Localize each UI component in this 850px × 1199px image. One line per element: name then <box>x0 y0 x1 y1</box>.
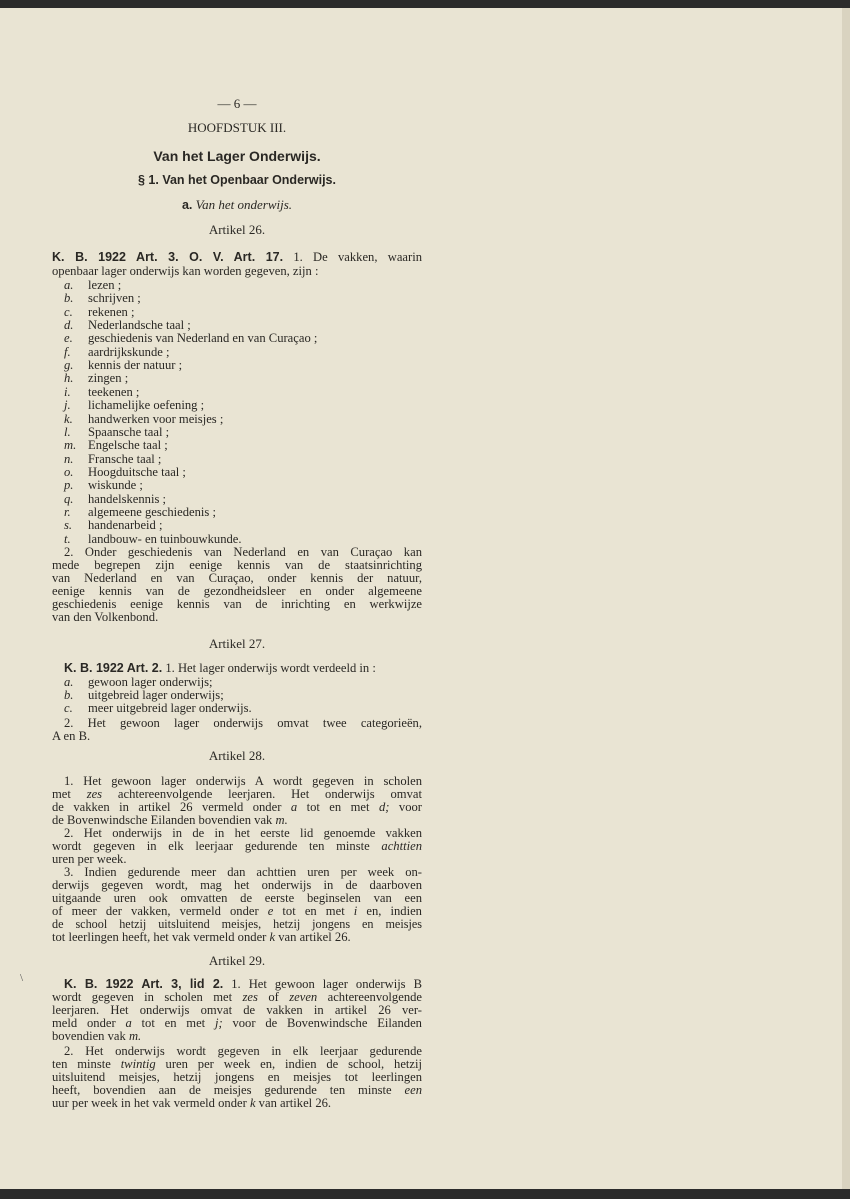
article-26-list-item-text: lichamelijke oefening ; <box>88 398 205 413</box>
article-26-list-item <box>64 386 139 399</box>
article-26-list-item-text: Spaansche taal ; <box>88 424 170 439</box>
article-26-list-item-text: Hoogduitsche taal ; <box>88 464 186 479</box>
article-26-list-item-key: p. <box>64 478 74 493</box>
article-26-list-item-key: t. <box>64 531 71 546</box>
subsection-title: Van het onderwijs. <box>195 197 293 212</box>
article-26-list-item-key: j. <box>64 398 71 413</box>
article-28-line-8: 3. Indien gedurende meer dan achttien uren per week on- <box>64 865 422 879</box>
article-26-text-1: 1. De vakken, waarin <box>293 250 422 264</box>
page-edge <box>842 8 850 1189</box>
article-29-line-7: ten minste twintig uren per week en, indien de school, hetzij <box>52 1057 422 1071</box>
article-26-list-item <box>64 439 168 452</box>
article-26-list-item-text: Fransche taal ; <box>88 451 162 466</box>
article-26-list-item-text: aardrijkskunde ; <box>88 344 170 359</box>
article-26-list-item <box>64 372 128 385</box>
article-26-list-item <box>64 479 143 492</box>
article-29-line-2: wordt gegeven in scholen met zes of zeven achtereenvolgende <box>52 990 423 1004</box>
article-26-list-item <box>64 493 166 506</box>
article-28-line-7: uren per week. <box>52 852 127 866</box>
article-27-list-item <box>64 676 213 689</box>
article-26-list-item-key: i. <box>64 384 71 399</box>
article-29-reference: K. B. 1922 Art. 3, lid 2. <box>64 977 224 991</box>
article-26-line-1 <box>52 251 422 264</box>
article-26-list-item-key: k. <box>64 411 73 426</box>
article-27-heading: Artikel 27. <box>208 636 266 651</box>
article-27-list-item-text: meer uitgebreid lager onderwijs. <box>88 701 252 715</box>
article-28-line-4: de Bovenwindsche Eilanden bovendien vak m. <box>52 813 288 827</box>
article-29-line-9: heeft, bovendien aan de meisjes gedurende ten minste een <box>52 1083 422 1097</box>
article-27-list-item <box>64 689 224 702</box>
document-page <box>0 8 842 1189</box>
article-26-p2-line-4: eenige kennis van de gezondheidsleer en onder algemeene <box>52 584 422 598</box>
article-28-line-10: uitgaande uren ook omvatten de eerste beginselen van een <box>52 891 422 905</box>
article-26-list-item <box>64 359 182 372</box>
article-26-list-item-text: teekenen ; <box>88 384 140 399</box>
article-29-text-1: 1. Het gewoon lager onderwijs B <box>231 977 422 991</box>
article-27-list-item <box>64 702 252 715</box>
article-26-list-item-text: kennis der natuur ; <box>88 358 183 373</box>
article-26-p2-line-2: mede begrepen zijn eenige kennis van de staatsinrichting <box>52 558 422 572</box>
article-27-reference: K. B. 1922 Art. 2. <box>64 661 163 675</box>
article-26-list-item <box>64 319 191 332</box>
article-26-list-item-key: o. <box>64 464 74 479</box>
article-26-list-item-key: l. <box>64 424 71 439</box>
article-26-list-item <box>64 399 204 412</box>
article-27-list-item-key: c. <box>64 701 73 715</box>
article-26-list-item-text: zingen ; <box>88 371 129 386</box>
article-27-list-item-key: a. <box>64 675 74 689</box>
article-26-list-item-key: c. <box>64 304 73 319</box>
article-26-list-item-key: e. <box>64 331 73 346</box>
article-26-heading: Artikel 26. <box>208 222 266 237</box>
article-28-line-3: de vakken in artikel 26 vermeld onder a tot en met d; voor <box>52 800 422 814</box>
article-26-reference: K. B. 1922 Art. 3. O. V. Art. 17. <box>52 250 284 264</box>
article-27-list-item-text: uitgebreid lager onderwijs; <box>88 688 224 702</box>
article-26-list-item-key: a. <box>64 278 74 292</box>
margin-mark: \ <box>20 972 24 984</box>
article-26-list-item-key: m. <box>64 438 77 453</box>
article-26-list-item-text: schrijven ; <box>88 291 141 306</box>
article-28-line-9: derwijs gegeven wordt, mag het onderwijs in de daarboven <box>52 878 422 892</box>
article-26-list-item <box>64 506 216 519</box>
article-26-list-item <box>64 453 161 466</box>
article-26-list-item <box>64 346 169 359</box>
subsection-letter: a. <box>181 198 193 212</box>
article-26-list-item-text: algemeene geschiedenis ; <box>88 504 216 519</box>
article-28-line-12: de school hetzij uitsluitend meisjes, hetzij jongens en meisjes <box>52 917 422 931</box>
article-27-list-item-text: gewoon lager onderwijs; <box>88 675 213 689</box>
article-26-list-item-text: geschiedenis van Nederland en van Curaçao ; <box>88 331 318 346</box>
chapter-heading: HOOFDSTUK III. <box>187 120 287 135</box>
article-26-list-item-text: handenarbeid ; <box>88 518 163 533</box>
article-26-list-item-key: n. <box>64 451 74 466</box>
article-26-list-item-key: g. <box>64 358 74 373</box>
article-26-p2-line-3: van Nederland en van Curaçao, onder kennis der natuur, <box>52 571 422 585</box>
article-26-list-item <box>64 413 223 426</box>
article-26-list-item-key: q. <box>64 491 74 506</box>
article-26-list-item <box>64 292 141 305</box>
article-26-list-item-text: handwerken voor meisjes ; <box>88 411 224 426</box>
article-26-line-2: openbaar lager onderwijs kan worden gegeven, zijn : <box>52 264 319 278</box>
article-26-list-item-key: b. <box>64 291 74 306</box>
article-29-line-6: 2. Het onderwijs wordt gegeven in elk leerjaar gedurende <box>64 1044 422 1058</box>
article-28-line-11: of meer der vakken, vermeld onder e tot en met i en, indien <box>52 904 422 918</box>
article-27-list-item-key: b. <box>64 688 74 702</box>
article-27-line-1 <box>64 662 422 675</box>
article-29-line-4: meld onder a tot en met j; voor de Bovenwindsche Eilanden <box>52 1016 422 1030</box>
article-26-list-item <box>64 426 169 439</box>
article-29-line-5: bovendien vak m. <box>52 1029 142 1043</box>
page-title: Van het Lager Onderwijs. <box>153 148 321 164</box>
article-28-heading: Artikel 28. <box>208 748 266 763</box>
article-26-list-item-text: landbouw- en tuinbouwkunde. <box>88 531 242 546</box>
subsection-heading <box>52 197 422 213</box>
article-27-text-1: 1. Het lager onderwijs wordt verdeeld in : <box>165 661 376 675</box>
article-26-list-item-key: r. <box>64 504 71 519</box>
article-28-line-5: 2. Het onderwijs in de in het eerste lid genoemde vakken <box>64 826 422 840</box>
article-26-list-item <box>64 519 162 532</box>
article-26-list-item-key: h. <box>64 371 74 386</box>
section-heading: § 1. Van het Openbaar Onderwijs. <box>138 173 336 187</box>
article-29-line-3: leerjaren. Het onderwijs omvat de vakken in artikel 26 ver- <box>52 1003 422 1017</box>
page-number: — 6 — <box>217 96 257 111</box>
article-26-list-item-text: Engelsche taal ; <box>88 438 168 453</box>
article-28-line-2: met zes achtereenvolgende leerjaren. Het onderwijs omvat <box>52 787 422 801</box>
article-26-list-item-key: d. <box>64 318 74 333</box>
article-26-list-item-text: Nederlandsche taal ; <box>88 318 191 333</box>
article-29-heading: Artikel 29. <box>208 953 266 968</box>
article-26-list-item <box>64 533 242 546</box>
article-26-list-item-key: f. <box>64 344 71 359</box>
article-26-list-item-text: handelskennis ; <box>88 491 166 506</box>
article-27-p2-line-2: A en B. <box>52 729 91 743</box>
article-29-line-10: uur per week in het vak vermeld onder k van artikel 26. <box>52 1096 332 1110</box>
article-28-line-1: 1. Het gewoon lager onderwijs A wordt gegeven in scholen <box>64 774 422 788</box>
article-26-list-item <box>64 306 135 319</box>
article-26-list-item-key: s. <box>64 518 73 533</box>
article-26-list-item-text: lezen ; <box>88 278 122 292</box>
article-26-list-item <box>64 332 317 345</box>
article-26-p2-line-1: 2. Onder geschiedenis van Nederland en van Curaçao kan <box>64 545 422 559</box>
article-27-p2-line-1: 2. Het gewoon lager onderwijs omvat twee categorieën, <box>64 716 422 730</box>
article-26-list-item-text: wiskunde ; <box>88 478 143 493</box>
article-26-p2-line-5: geschiedenis eenige kennis van de inrichting en werkwijze <box>52 597 422 611</box>
article-28-line-13: tot leerlingen heeft, het vak vermeld onder k van artikel 26. <box>52 930 351 944</box>
article-28-line-6: wordt gegeven in elk leerjaar gedurende ten minste achttien <box>52 839 422 853</box>
article-26-list-item <box>64 279 121 292</box>
article-26-list-item <box>64 466 186 479</box>
article-29-line-1 <box>52 978 422 991</box>
article-26-p2-line-6: van den Volkenbond. <box>52 610 159 624</box>
article-29-line-8: uitsluitend meisjes, hetzij jongens en meisjes tot leerlingen <box>52 1070 422 1084</box>
article-26-list-item-text: rekenen ; <box>88 304 135 319</box>
